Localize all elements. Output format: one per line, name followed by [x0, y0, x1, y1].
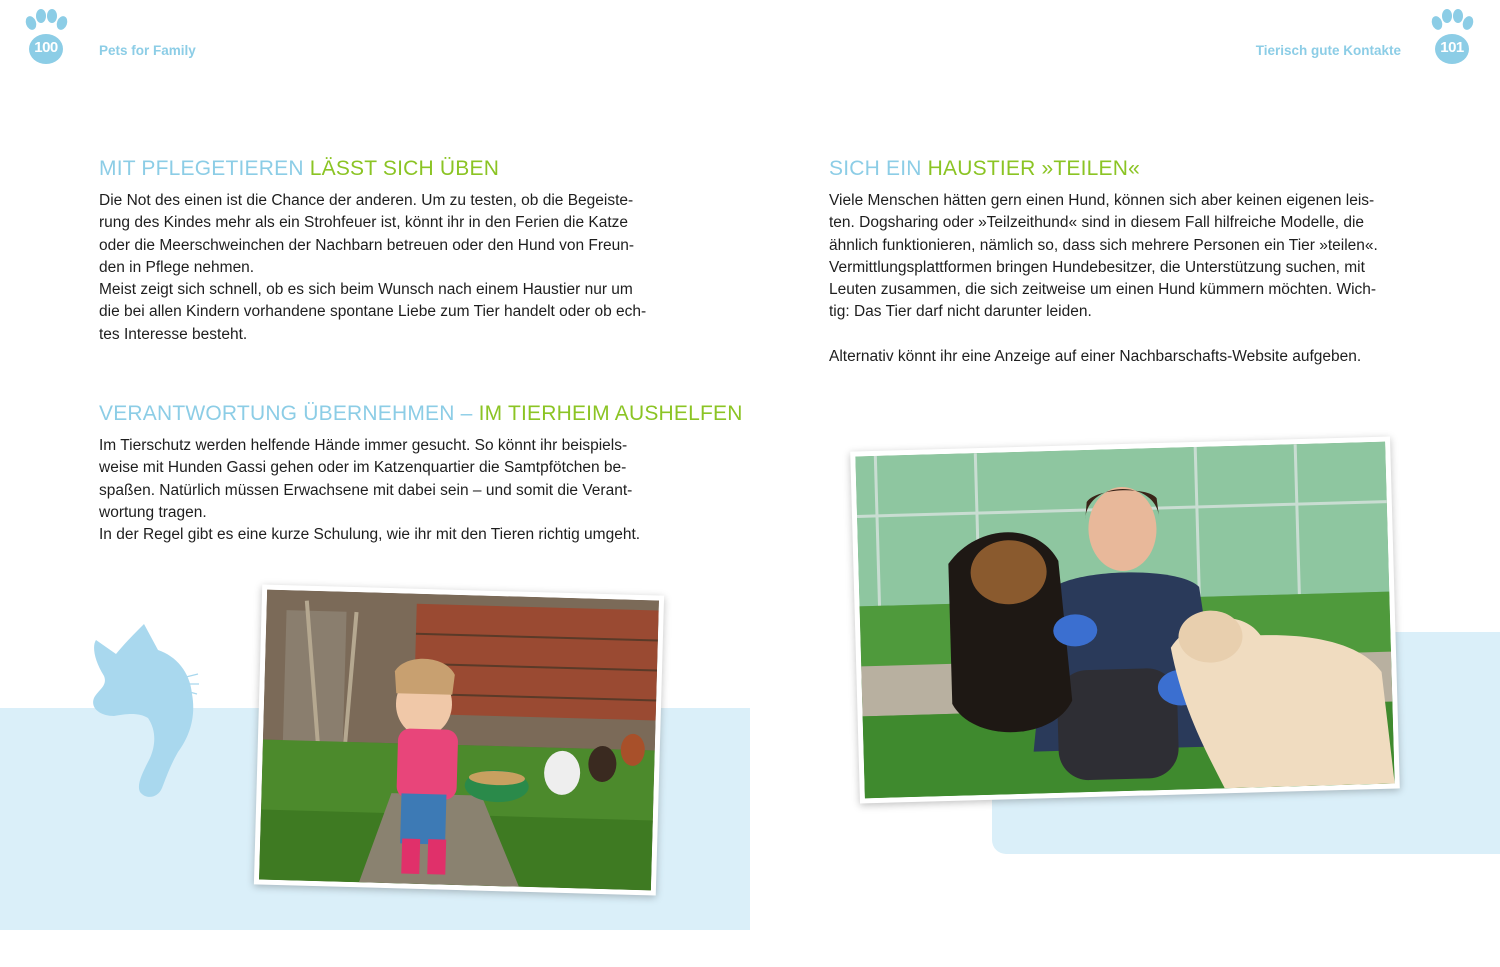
text-line: Viele Menschen hätten gern einen Hund, können sich aber keinen eigenen leis- [829, 192, 1375, 209]
heading-part-green: HAUSTIER »TEILEN« [927, 157, 1140, 180]
photo-woman-with-dogs [850, 437, 1400, 804]
section-heading [829, 157, 1140, 181]
text-line: wortung tragen. [99, 503, 207, 521]
page-number: 100 [34, 39, 58, 56]
text-line [829, 324, 1429, 346]
heading-part-green: LÄSST SICH ÜBEN [309, 157, 500, 180]
text-line: spaßen. Natürlich müssen Erwachsene mit dabei sein – und somit die Verant- [99, 481, 633, 499]
photo-child-feeding-chickens [254, 584, 664, 895]
section-body [829, 190, 1429, 368]
text-line: Meist zeigt sich schnell, ob es sich beim Wunsch nach einem Haustier nur um [99, 281, 633, 299]
text-line: tig: Das Tier darf nicht darunter leiden. [829, 303, 1092, 321]
text-line: ten. Dogsharing oder »Teilzeithund« sind in diesem Fall hilfreiche Modelle, die [829, 214, 1365, 232]
text-line: die bei allen Kindern vorhandene spontane Liebe zum Tier handelt oder ob ech- [99, 303, 647, 321]
text-line: ähnlich funktionieren, nämlich so, dass sich mehrere Personen ein Tier »teilen«. [829, 236, 1378, 254]
heading-part-blue: MIT PFLEGETIEREN [99, 157, 304, 180]
section-heading [99, 402, 743, 426]
running-title-right: Tierisch gute Kontakte [1255, 43, 1401, 58]
text-line: tes Interesse besteht. [99, 325, 248, 343]
text-line: Leuten zusammen, die sich zeitweise um einen Hund kümmern möchten. Wich- [829, 281, 1377, 299]
heading-part-green: IM TIERHEIM AUSHELFEN [478, 402, 743, 425]
text-line: Im Tierschutz werden helfende Hände immer gesucht. So könnt ihr beispiels- [99, 437, 628, 454]
section-body [99, 190, 699, 346]
section-heading [99, 157, 499, 181]
page-number-badge-right [1428, 9, 1478, 65]
paw-icon [22, 9, 70, 65]
text-line: Vermittlungsplattformen bringen Hundebesitzer, die Unterstützung suchen, mit [829, 258, 1365, 276]
child-chickens-image [259, 590, 659, 891]
running-title-left: Pets for Family [99, 43, 196, 58]
cat-silhouette-icon [86, 620, 201, 802]
text-line: In der Regel gibt es eine kurze Schulung, wie ihr mit den Tieren richtig umgeht. [99, 526, 641, 544]
text-line: den in Pflege nehmen. [99, 258, 255, 276]
heading-part-blue: SICH EIN [829, 157, 922, 180]
text-line: weise mit Hunden Gassi gehen oder im Katzenquartier die Samtpfötchen be- [99, 459, 627, 477]
text-line: rung des Kindes mehr als ein Strohfeuer ist, könnt ihr in den Ferien die Katze [99, 214, 629, 232]
page-number: 101 [1440, 39, 1464, 56]
text-line: Die Not des einen ist die Chance der anderen. Um zu testen, ob die Begeiste- [99, 192, 634, 209]
text-line: oder die Meerschweinchen der Nachbarn betreuen oder den Hund von Freun- [99, 236, 635, 254]
heading-part-blue: VERANTWORTUNG ÜBERNEHMEN – [99, 402, 473, 425]
woman-dogs-image [855, 442, 1394, 799]
paw-icon [1428, 9, 1476, 65]
text-line: Alternativ könnt ihr eine Anzeige auf einer Nachbarschafts-Website aufgeben. [829, 348, 1362, 366]
page-number-badge-left [22, 9, 72, 65]
section-body [99, 435, 699, 546]
